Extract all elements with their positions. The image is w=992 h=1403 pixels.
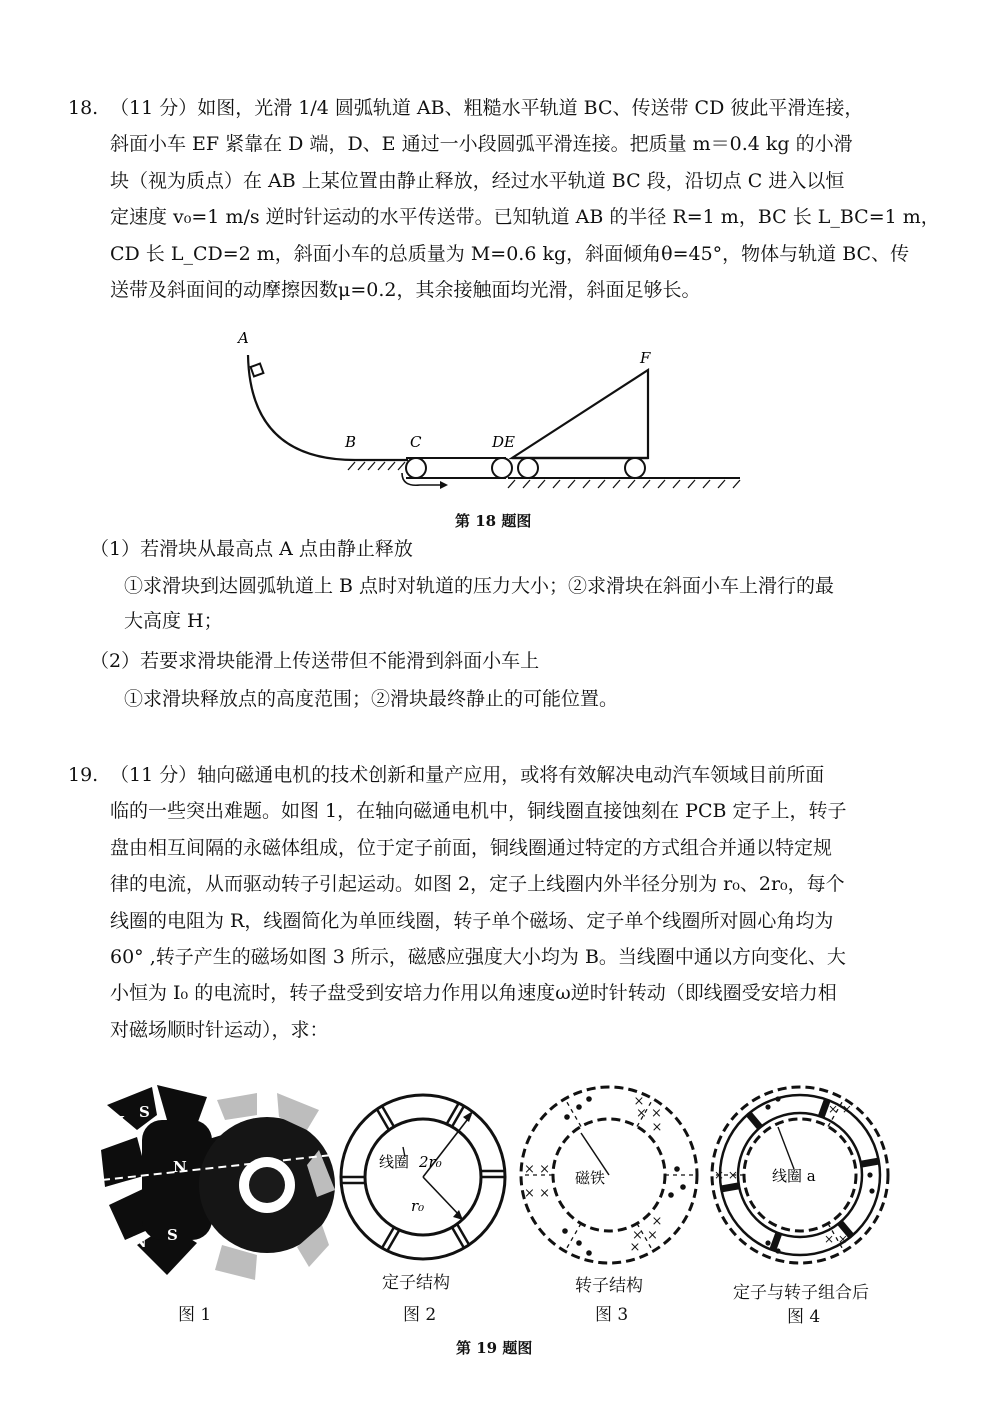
q18-line-5: CD 长 L_CD=2 m，斜面小车的总质量为 M=0.6 kg，斜面倾角θ=45°，物体与轨道 BC、传: [110, 242, 910, 265]
fig1-label: 图 1: [178, 1305, 212, 1325]
magnet-letter-4: S: [105, 1183, 116, 1201]
fig3-label: 图 3: [595, 1305, 629, 1325]
svg-text:× ×: × ×: [824, 1232, 848, 1246]
q19-number: 19.: [68, 764, 99, 786]
q18-part1: （1）若滑块从最高点 A 点由静止释放: [90, 538, 413, 560]
magnet-letter-2: S: [139, 1103, 150, 1121]
svg-text:× ×: × ×: [632, 1228, 658, 1243]
q18-part1-sub-2: 大高度 H；: [124, 610, 223, 632]
q19-line-3: 盘由相互间隔的永磁体组成，位于定子前面，铜线圈通过特定的方式组合并通以特定规: [110, 836, 833, 859]
q18-line-6: 送带及斜面间的动摩擦因数μ=0.2，其余接触面均光滑，斜面足够长。: [110, 279, 701, 302]
slider-block: [251, 364, 264, 377]
label-A: A: [238, 329, 249, 347]
svg-text:× ×: × ×: [828, 1102, 852, 1116]
fig4-label: 图 4: [787, 1307, 821, 1327]
q19-line-5: 线圈的电阻为 R，线圈简化为单匝线圈，转子单个磁场、定子单个线圈所对圆心角均为: [110, 909, 834, 932]
q19-line-6: 60° ,转子产生的磁场如图 3 所示，磁感应强度大小均为 B。当线圈中通以方向变化、大: [110, 946, 846, 969]
label-DE: DE: [492, 433, 515, 451]
q19-line-8: 对磁场顺时针运动），求：: [110, 1018, 329, 1041]
fig3-magnet-label: 磁铁: [575, 1169, 606, 1187]
fig2-r-outer: 2r₀: [419, 1153, 442, 1171]
svg-text:× ×: × ×: [714, 1168, 738, 1182]
fig4-title: 定子与转子组合后: [733, 1283, 869, 1303]
conveyor-belt: [402, 458, 512, 489]
q18-line-4: 定速度 v₀=1 m/s 逆时针运动的水平传送带。已知轨道 AB 的半径 R=1 m，BC 长 L_BC=1 m，: [110, 206, 940, 229]
q18-line-3: 块（视为质点）在 AB 上某位置由静止释放，经过水平轨道 BC 段，沿切点 C 进入以恒: [110, 169, 845, 192]
incline-cart: [512, 370, 648, 478]
q19-line-4: 律的电流，从而驱动转子引起运动。如图 2，定子上线圈内外半径分别为 r₀、2r₀，每个: [110, 873, 845, 896]
q19-line-7: 小恒为 I₀ 的电流时，转子盘受到安培力作用以角速度ω逆时针转动（即线圈受安培力相: [110, 982, 837, 1005]
q18-line-1: （11 分）如图，光滑 1/4 圆弧轨道 AB、粗糙水平轨道 BC、传送带 CD 彼此平滑连接，: [110, 97, 864, 119]
fig2-stator: [333, 1087, 513, 1267]
q19-line-1: （11 分）轴向磁通电机的技术创新和量产应用，或将有效解决电动汽车领域目前所面: [110, 764, 825, 786]
fig3-rotor: [514, 1080, 704, 1270]
svg-text:× ×: × ×: [524, 1186, 550, 1201]
svg-text:×: ×: [651, 1120, 663, 1135]
q18-part2-sub: ①求滑块释放点的高度范围；②滑块最终静止的可能位置。: [124, 688, 619, 710]
fig2-label: 图 2: [403, 1305, 437, 1325]
magnet-letter-6: S: [167, 1226, 178, 1244]
q18-figure: [230, 325, 750, 500]
q18-caption: 第 18 题图: [455, 512, 532, 530]
magnet-letter-1: N: [111, 1113, 125, 1131]
svg-text:×: ×: [629, 1240, 641, 1255]
q18-number: 18.: [68, 97, 99, 119]
fig3-title: 转子结构: [575, 1276, 643, 1296]
q19-line-2: 临的一些突出难题。如图 1，在轴向磁通电机中，铜线圈直接蚀刻在 PCB 定子上，转子: [110, 800, 847, 823]
q18-line-2: 斜面小车 EF 紧靠在 D 端，D、E 通过一小段圆弧平滑连接。把质量 m＝0.4 kg 的小滑: [110, 133, 853, 156]
q18-part1-sub-1: ①求滑块到达圆弧轨道上 B 点时对轨道的压力大小；②求滑块在斜面小车上滑行的最: [124, 575, 835, 597]
q19-text: [68, 757, 885, 1048]
svg-text:× ×: × ×: [636, 1106, 662, 1121]
fig4-combined: [705, 1080, 895, 1270]
fig2-coil-label: 线圈: [379, 1153, 410, 1171]
q18-part2: （2）若要求滑块能滑上传送带但不能滑到斜面小车上: [90, 650, 540, 672]
q19-caption: 第 19 题图: [456, 1339, 533, 1357]
label-F: F: [640, 349, 651, 367]
svg-text:×: ×: [651, 1214, 663, 1229]
fig4-coil-label: 线圈 a: [772, 1167, 816, 1185]
arrow-icon: [440, 481, 448, 489]
svg-text:× ×: × ×: [524, 1162, 550, 1177]
fig1-motor-photo: [97, 1075, 337, 1285]
fig2-title: 定子结构: [382, 1273, 450, 1293]
label-B: B: [345, 433, 357, 451]
label-C: C: [410, 433, 422, 451]
magnet-letter-3: N: [173, 1158, 187, 1176]
magnet-letter-5: N: [133, 1233, 147, 1251]
fig2-r-inner: r₀: [411, 1197, 425, 1215]
svg-text:×: ×: [633, 1094, 645, 1109]
q18-text: [68, 90, 940, 308]
